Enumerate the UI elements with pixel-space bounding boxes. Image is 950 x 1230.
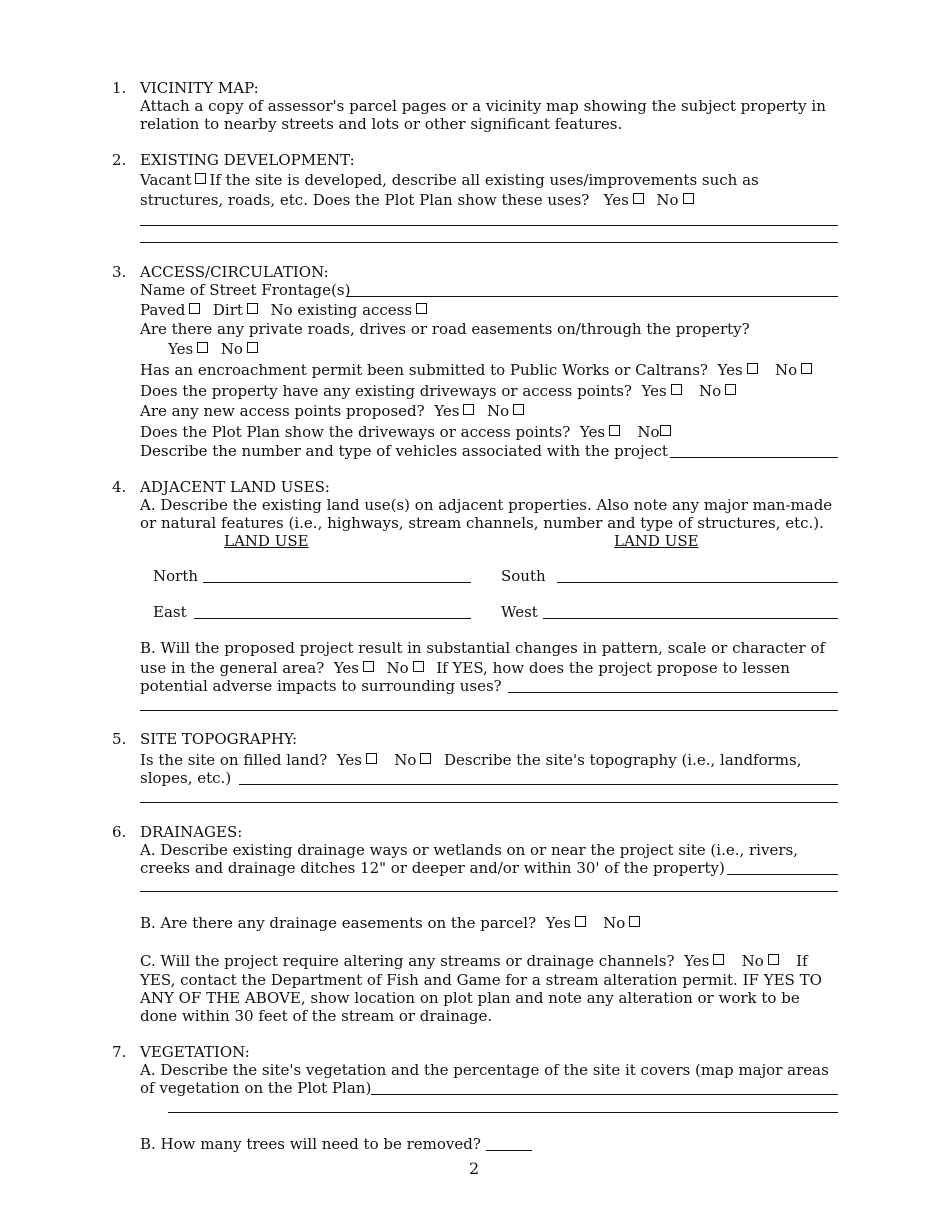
dirt-checkbox[interactable] bbox=[247, 303, 258, 314]
surface-type-row bbox=[140, 301, 430, 319]
new-access-no-checkbox[interactable] bbox=[513, 404, 524, 415]
substantial-changes-yes-checkbox[interactable] bbox=[363, 661, 374, 672]
section-2-title: EXISTING DEVELOPMENT: bbox=[140, 151, 355, 169]
east-label: East bbox=[153, 603, 187, 621]
topography-input[interactable] bbox=[239, 784, 838, 785]
vegetation-a-line2: of vegetation on the Plot Plan) bbox=[140, 1079, 372, 1097]
if-label: If bbox=[796, 952, 808, 970]
vehicles-input[interactable] bbox=[670, 457, 838, 458]
plot-plan-uses-question: structures, roads, etc. Does the Plot Plan show these uses? bbox=[140, 191, 590, 209]
no-existing-access-checkbox[interactable] bbox=[416, 303, 427, 314]
no-label: No bbox=[637, 423, 660, 441]
section-5-title: SITE TOPOGRAPHY: bbox=[140, 730, 298, 748]
paved-checkbox[interactable] bbox=[189, 303, 200, 314]
paved-label: Paved bbox=[140, 301, 186, 319]
stream-alteration-no-checkbox[interactable] bbox=[768, 954, 779, 965]
east-land-use-input[interactable] bbox=[194, 618, 471, 619]
south-land-use-input[interactable] bbox=[557, 582, 838, 583]
drainage-easements-yes-checkbox[interactable] bbox=[575, 916, 586, 927]
yes-label: Yes bbox=[336, 751, 362, 769]
vegetation-input[interactable] bbox=[371, 1094, 838, 1095]
private-roads-question: Are there any private roads, drives or road easements on/through the property? bbox=[140, 320, 750, 338]
encroachment-row bbox=[140, 361, 815, 379]
land-use-header-right: LAND USE bbox=[614, 532, 699, 550]
no-label: No bbox=[656, 191, 679, 209]
section-1-text-line2: relation to nearby streets and lots or other significant features. bbox=[140, 115, 623, 133]
driveways-question: Does the property have any existing driveways or access points? bbox=[140, 382, 632, 400]
section-6-number: 6. bbox=[112, 823, 127, 841]
no-label: No bbox=[394, 751, 417, 769]
vacant-checkbox[interactable] bbox=[195, 173, 206, 184]
filled-land-no-checkbox[interactable] bbox=[420, 753, 431, 764]
yes-label: Yes bbox=[684, 952, 710, 970]
section-1-title: VICINITY MAP: bbox=[140, 79, 259, 97]
drainage-c-line4: done within 30 feet of the stream or drainage. bbox=[140, 1007, 493, 1025]
west-land-use-input[interactable] bbox=[543, 618, 838, 619]
plot-plan-driveways-yes-checkbox[interactable] bbox=[609, 425, 620, 436]
encroachment-question: Has an encroachment permit been submitted to Public Works or Caltrans? bbox=[140, 361, 708, 379]
filled-land-question: Is the site on filled land? bbox=[140, 751, 328, 769]
land-use-header-left: LAND USE bbox=[224, 532, 309, 550]
adjacent-b-line2 bbox=[140, 659, 790, 677]
drainage-easements-no-checkbox[interactable] bbox=[629, 916, 640, 927]
existing-development-answer-line-2[interactable] bbox=[140, 242, 838, 243]
stream-alteration-question: C. Will the project require altering any streams or drainage channels? bbox=[140, 952, 675, 970]
yes-label: Yes bbox=[641, 382, 667, 400]
drainage-a-line2: creeks and drainage ditches 12" or deeper and/or within 30' of the property) bbox=[140, 859, 725, 877]
adjacent-b-line1: B. Will the proposed project result in substantial changes in pattern, scale or character of bbox=[140, 639, 826, 657]
encroachment-yes-checkbox[interactable] bbox=[747, 363, 758, 374]
yes-label: Yes bbox=[545, 914, 571, 932]
substantial-changes-no-checkbox[interactable] bbox=[413, 661, 424, 672]
section-3-title: ACCESS/CIRCULATION: bbox=[140, 263, 329, 281]
drainage-easements-question: B. Are there any drainage easements on the parcel? bbox=[140, 914, 537, 932]
section-2-line1 bbox=[140, 171, 759, 189]
section-1-number: 1. bbox=[112, 79, 127, 97]
no-label: No bbox=[220, 340, 243, 358]
section-1-text-line1: Attach a copy of assessor's parcel pages or a vicinity map showing the subject property in bbox=[140, 97, 826, 115]
no-label: No bbox=[774, 361, 798, 379]
existing-development-answer-line-1[interactable] bbox=[140, 225, 838, 226]
new-access-question: Are any new access points proposed? bbox=[140, 402, 425, 420]
drainage-c-line3: ANY OF THE ABOVE, show location on plot plan and note any alteration or work to be bbox=[140, 989, 800, 1007]
section-4-number: 4. bbox=[112, 478, 127, 496]
vegetation-input-line-2[interactable] bbox=[168, 1112, 838, 1113]
page-number: 2 bbox=[469, 1159, 480, 1178]
vacant-label: Vacant bbox=[140, 171, 192, 189]
driveways-row bbox=[140, 382, 739, 400]
adjacent-b-question: use in the general area? bbox=[140, 659, 325, 677]
section-6-title: DRAINAGES: bbox=[140, 823, 243, 841]
new-access-row bbox=[140, 402, 527, 420]
driveways-yes-checkbox[interactable] bbox=[671, 384, 682, 395]
adjacent-b-followup: If YES, how does the project propose to lessen bbox=[436, 659, 790, 677]
section-2-number: 2. bbox=[112, 151, 127, 169]
trees-removed-row bbox=[140, 1135, 532, 1153]
plot-plan-uses-yes-checkbox[interactable] bbox=[633, 193, 644, 204]
trees-removed-question: B. How many trees will need to be removed? bbox=[140, 1135, 481, 1153]
section-2-line2 bbox=[140, 191, 697, 209]
filled-land-yes-checkbox[interactable] bbox=[366, 753, 377, 764]
yes-label: Yes bbox=[333, 659, 359, 677]
yes-label: Yes bbox=[434, 402, 460, 420]
no-label: No bbox=[486, 402, 510, 420]
yes-label: Yes bbox=[579, 423, 606, 441]
vehicles-question: Describe the number and type of vehicles associated with the project bbox=[140, 442, 668, 460]
private-roads-yes-checkbox[interactable] bbox=[197, 342, 208, 353]
yes-label: Yes bbox=[717, 361, 743, 379]
street-frontage-label: Name of Street Frontage(s) bbox=[140, 281, 351, 299]
no-label: No bbox=[386, 659, 409, 677]
north-label: North bbox=[153, 567, 199, 585]
vegetation-a-line1: A. Describe the site's vegetation and the percentage of the site it covers (map major areas bbox=[140, 1061, 829, 1079]
no-label: No bbox=[603, 914, 626, 932]
topography-line1 bbox=[140, 751, 802, 769]
west-label: West bbox=[501, 603, 538, 621]
private-roads-answer-row bbox=[168, 340, 261, 358]
drainage-a-line1: A. Describe existing drainage ways or wetlands on or near the project site (i.e., rivers, bbox=[140, 841, 798, 859]
adverse-impacts-input-line-2[interactable] bbox=[140, 710, 838, 711]
section-5-number: 5. bbox=[112, 730, 127, 748]
drainage-b-row bbox=[140, 914, 643, 932]
drainage-c-line2: YES, contact the Department of Fish and Game for a stream alteration permit. IF YES TO bbox=[140, 971, 822, 989]
trees-removed-input[interactable] bbox=[486, 1137, 532, 1151]
drainage-c-line1 bbox=[140, 952, 808, 970]
section-7-title: VEGETATION: bbox=[140, 1043, 250, 1061]
new-access-yes-checkbox[interactable] bbox=[463, 404, 474, 415]
topography-describe: Describe the site's topography (i.e., landforms, bbox=[444, 751, 802, 769]
private-roads-no-checkbox[interactable] bbox=[247, 342, 258, 353]
no-existing-access-label: No existing access bbox=[270, 301, 413, 319]
stream-alteration-yes-checkbox[interactable] bbox=[713, 954, 724, 965]
plot-plan-driveways-row bbox=[140, 423, 674, 441]
street-frontage-input[interactable] bbox=[346, 296, 838, 297]
encroachment-no-checkbox[interactable] bbox=[801, 363, 812, 374]
north-land-use-input[interactable] bbox=[203, 582, 471, 583]
drainage-ways-input[interactable] bbox=[727, 874, 838, 875]
section-4-title: ADJACENT LAND USES: bbox=[140, 478, 330, 496]
drainage-ways-input-line-2[interactable] bbox=[140, 891, 838, 892]
driveways-no-checkbox[interactable] bbox=[725, 384, 736, 395]
topography-line2: slopes, etc.) bbox=[140, 769, 232, 787]
existing-uses-text: If the site is developed, describe all existing uses/improvements such as bbox=[209, 171, 759, 189]
no-label: No bbox=[741, 952, 764, 970]
plot-plan-driveways-question: Does the Plot Plan show the driveways or access points? bbox=[140, 423, 571, 441]
dirt-label: Dirt bbox=[212, 301, 243, 319]
south-label: South bbox=[501, 567, 546, 585]
no-label: No bbox=[699, 382, 722, 400]
yes-label: Yes bbox=[168, 340, 194, 358]
section-7-number: 7. bbox=[112, 1043, 127, 1061]
adverse-impacts-input[interactable] bbox=[508, 692, 838, 693]
plot-plan-uses-no-checkbox[interactable] bbox=[683, 193, 694, 204]
yes-label: Yes bbox=[603, 191, 629, 209]
adjacent-b-line3: potential adverse impacts to surrounding uses? bbox=[140, 677, 502, 695]
section-3-number: 3. bbox=[112, 263, 127, 281]
adjacent-a-line2: or natural features (i.e., highways, stream channels, number and type of structures, etc.). bbox=[140, 514, 824, 532]
topography-input-line-2[interactable] bbox=[140, 802, 838, 803]
plot-plan-driveways-no-checkbox[interactable] bbox=[660, 425, 671, 436]
adjacent-a-line1: A. Describe the existing land use(s) on adjacent properties. Also note any major man-made bbox=[140, 496, 833, 514]
